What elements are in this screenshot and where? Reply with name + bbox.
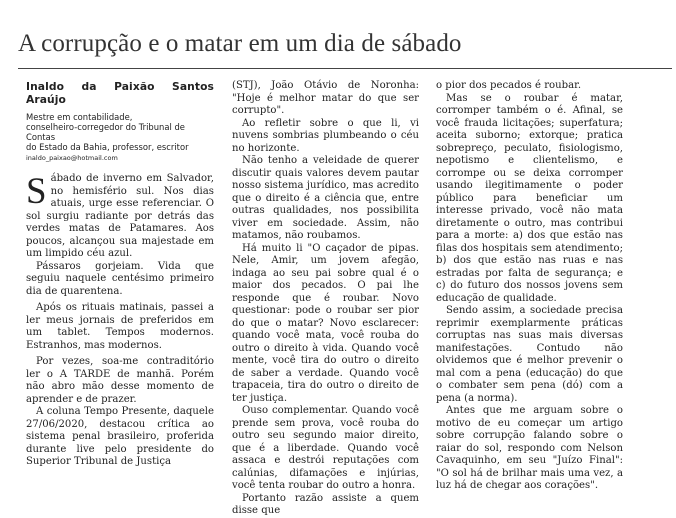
author-email: inaldo_paixao@hotmail.com — [26, 154, 118, 162]
author-name: Inaldo da Paixão Santos Araújo — [26, 80, 214, 106]
article-paragraph: Pássaros gorjeiam. Vida que seguiu naquele centésimo primeiro dia de quarentena. — [26, 260, 214, 297]
article-paragraph: Ao refletir sobre o que li, vi nuvens sombrias plumbeando o céu no horizonte. — [232, 117, 419, 154]
drop-cap: S — [26, 171, 47, 212]
article-paragraph: Após os rituais matinais, passei a ler meus jornais de preferidos em um tablet. Tempos modernos. Estranhos, mas modernos. — [26, 302, 214, 351]
article-paragraph: Não tenho a veleidade de querer discutir quais valores devem pautar nosso sistema jurídico, mas acredito que o direito é a ciência que, entre outras qualidades, nos possibilita viver em sociedade. Assim, não matamos, não roubamos. — [232, 155, 419, 241]
article-paragraph: Sendo assim, a sociedade precisa reprimir exemplarmente práticas corruptas nas suas mais diversas manifestações. Contudo não olvidemos que é melhor prevenir o mal com a pena (educação) do que o combater sem pena (dó) com a pena (a norma). — [436, 305, 623, 404]
article-column-3 — [436, 80, 623, 493]
article-paragraph: Ouso complementar. Quando você prende sem prova, você rouba do outro seu segundo maior direito, que é a liberdade. Quando você assaca e destrói reputações com calúnias, difamações e injúrias, você tenta roubar do outro a honra. — [232, 405, 419, 491]
article-paragraph: Há muito li "O caçador de pipas. Nele, Amir, um jovem afegão, indaga ao seu pai sobre qual é o maior dos pecados. O pai lhe responde que é roubar. Novo questionar: pode o roubar ser pior do que o matar? Novo esclarecer: quando você mata, você rouba do outro o direito à vida. Quando você mente, você tira do outro o direito de saber a verdade. Quando você trapaceia, tira do outro o direito de ter justiça. — [232, 242, 419, 404]
article-paragraph: o pior dos pecados é roubar. — [436, 80, 582, 91]
article-paragraph: Mas se o roubar é matar, corromper também o é. Afinal, se você frauda licitações; superfatura; aceita suborno; extorque; pratica sobrepreço, peculato, fisiologismo, nepotismo e clientelismo, e corrompe ou se deixa corromper usando ilegitimamente o poder público para beneficiar um interesse privado, você não mata diretamente o outro, mas contribui para a morte: a) dos que estão nas filas dos hospitais sem atendimento; b) dos que estão nas ruas e nas estradas por falta de segurança; e c) do futuro dos nossos jovens sem educação de qualidade. — [436, 92, 623, 304]
article-paragraph: A coluna Tempo Presente, daquele 27/06/2020, destacou crítica ao sistema penal brasileiro, proferida durante live pelo presidente do Superior Tribunal de Justiça — [26, 406, 214, 467]
author-bio-line: do Estado da Bahia, professor, escritor — [26, 142, 189, 152]
headline-divider — [18, 68, 672, 69]
article-paragraph: ábado de inverno em Salvador, no hemisfério sul. Nos dias atuais, urge esse referenciar. O sol surgiu radiante por detrás das verdes matas de Patamares. Aos poucos, alcançou sua majestade em um limpido céu azul. — [26, 173, 214, 259]
article-paragraph: Portanto razão assiste a quem disse que — [232, 492, 419, 516]
author-bio-line: conselheiro-corregedor do Tribunal de Contas — [26, 122, 185, 142]
article-headline: A corrupção e o matar em um dia de sábado — [18, 30, 462, 57]
article-column-1 — [26, 80, 214, 469]
article-paragraph: Por vezes, soa-me contraditório ler o A TARDE de manhã. Porém não abro mão desse momento de aprender e de prazer. — [26, 356, 214, 405]
article-paragraph: Antes que me arguam sobre o motivo de eu começar um artigo sobre corrupção falando sobre o raiar do sol, respondo com Nelson Cavaquinho, em seu "Juízo Final": "O sol há de brilhar mais uma vez, a luz há de chegar aos corações". — [436, 405, 623, 491]
article-column-2 — [232, 80, 419, 518]
article-paragraph: (STJ), João Otávio de Noronha: "Hoje é melhor matar do que ser corrupto". — [232, 80, 419, 116]
author-bio-line: Mestre em contabilidade, — [26, 112, 133, 122]
